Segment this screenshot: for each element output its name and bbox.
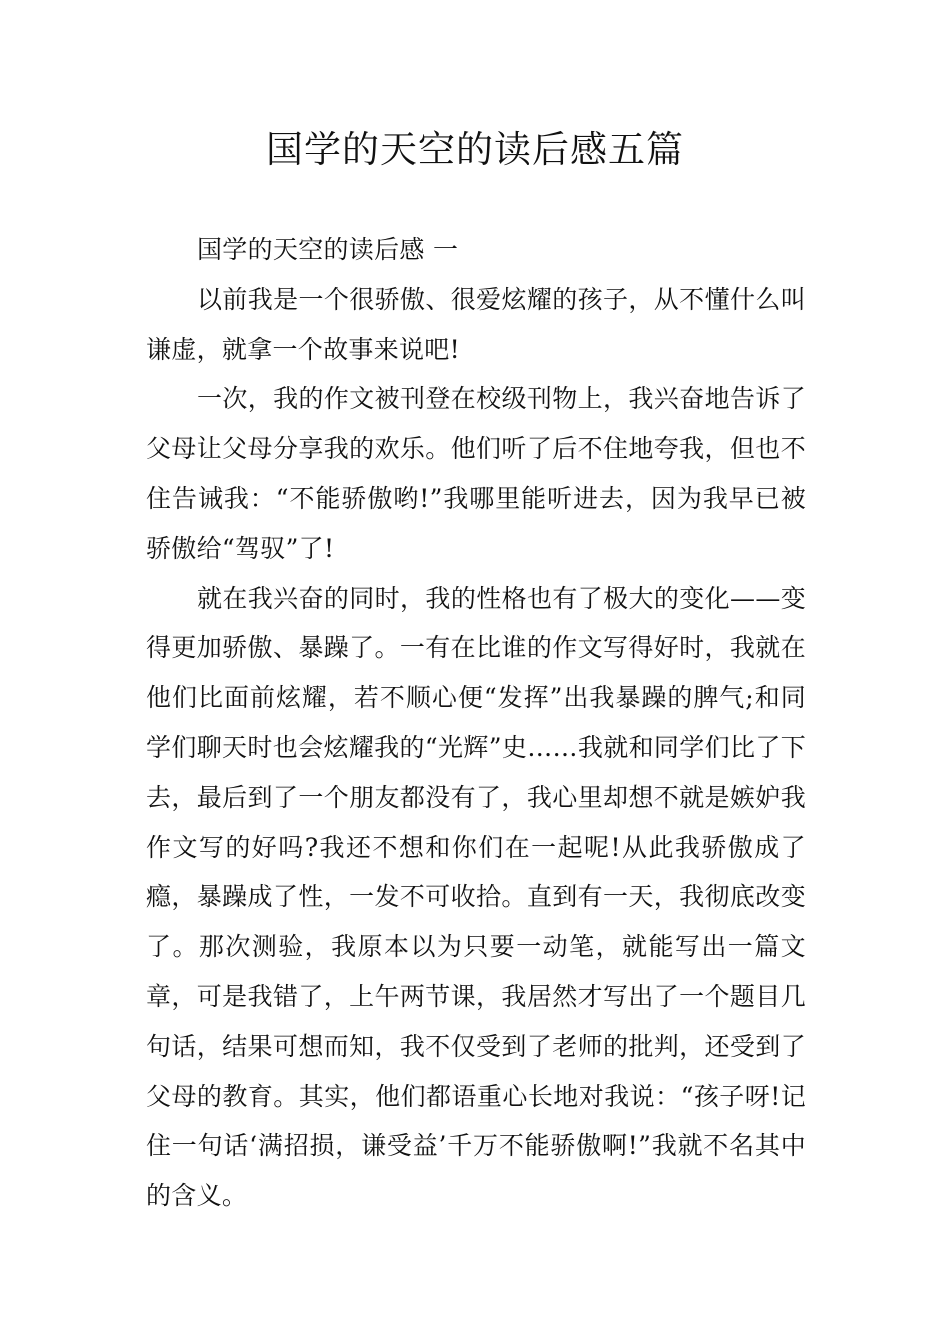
document-body bbox=[146, 225, 806, 1221]
paragraph-section-heading: 国学的天空的读后感 一 bbox=[197, 235, 459, 264]
paragraph: 就在我兴奋的同时，我的性格也有了极大的变化——变得更加骄傲、暴躁了。一有在比谁的作文写得好时，我就在他们比面前炫耀，若不顺心便“发挥”出我暴躁的脾气;和同学们聊天时也会炫耀我的“光辉”史……我就和同学们比了下去，最后到了一个朋友都没有了，我心里却想不就是嫉妒我作文写的好吗?我还不想和你们在一起呢!从此我骄傲成了瘾，暴躁成了性，一发不可收拾。直到有一天，我彻底改变了。那次测验，我原本以为只要一动笔，就能写出一篇文章，可是我错了，上午两节课，我居然才写出了一个题目几句话，结果可想而知，我不仅受到了老师的批判，还受到了父母的教育。其实，他们都语重心长地对我说：“孩子呀!记住一句话‘满招损，谦受益’千万不能骄傲啊!”我就不名其中的含义。 bbox=[146, 583, 806, 1211]
document-title: 国学的天空的读后感五篇 bbox=[266, 128, 684, 171]
paragraph: 以前我是一个很骄傲、很爱炫耀的孩子，从不懂什么叫谦虚，就拿一个故事来说吧! bbox=[146, 284, 806, 364]
paragraph: 一次，我的作文被刊登在校级刊物上，我兴奋地告诉了父母让父母分享我的欢乐。他们听了后不住地夸我，但也不住告诫我：“不能骄傲哟!”我哪里能听进去，因为我早已被骄傲给“驾驭”了! bbox=[146, 384, 806, 563]
